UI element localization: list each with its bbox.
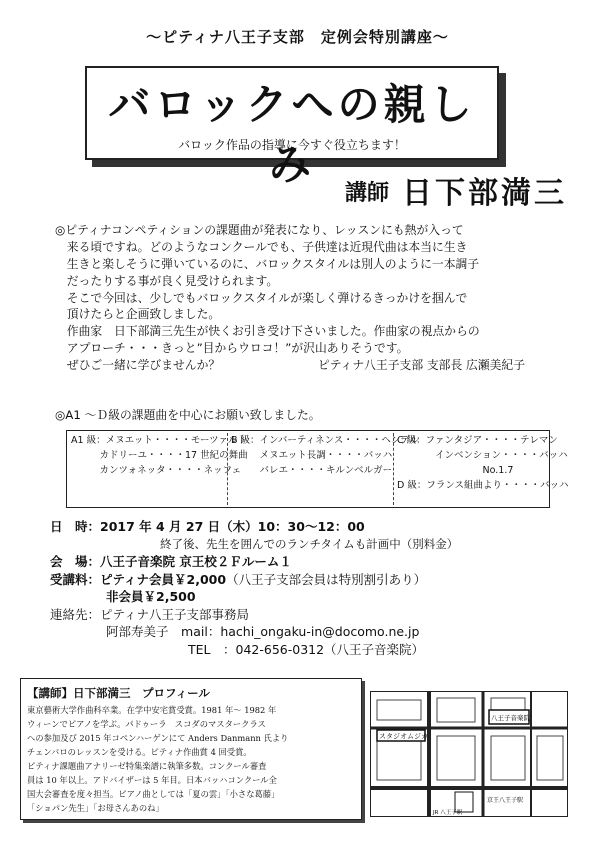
jr-station-label: JR 八王子駅: [433, 810, 463, 816]
contact-person: 阿部寿美子: [106, 624, 169, 639]
levels-column-b: [227, 433, 419, 505]
signature: ピティナ八王子支部 支部長 広瀬美紀子: [317, 358, 525, 373]
map-graphic: [371, 692, 567, 816]
venue-label: 会 場：: [50, 554, 101, 569]
profile-line: 東京藝術大学作曲科卒業。在学中安宅賞受賞。1981 年～ 1982 年: [27, 705, 277, 715]
profile-line: 員は 10 年以上。アドバイザーは 5 年目。日本バッハコンクール全: [27, 775, 277, 785]
page-title: バロックへの親しみ: [108, 80, 476, 189]
studio-label: スタジオムジカ: [379, 732, 428, 741]
title-box: [85, 66, 499, 189]
profile-line: ウィーンでピアノを学ぶ。パドゥーラ スコダのマスタークラス: [27, 719, 266, 729]
jr-station-marker: [455, 792, 473, 812]
intro-line: 生きと楽しそうに弾いているのに、バロックスタイルは別人のように一本調子: [55, 256, 480, 271]
profile-body: [27, 703, 357, 815]
fee-nonmember: 非会員￥2,500: [106, 589, 196, 604]
fee-member: ピティナ会員￥2,000: [100, 571, 227, 587]
date-value: 2017 年 4 月 27 日（木）10：30～12：00: [100, 519, 365, 534]
closing-row: [55, 357, 525, 374]
lecturer-label: 講師: [345, 181, 390, 206]
levels-table: [66, 430, 569, 508]
level-entry: バレエ・・・・キルンベルガー: [231, 465, 393, 476]
event-details: [50, 518, 458, 658]
level-entry: No.1.7: [397, 465, 514, 476]
level-entry: D 級：フランス組曲より・・・・バッハ: [397, 480, 569, 491]
profile-line: への参加及び 2015 年コペンハーゲンにて Anders Danmann 氏より: [27, 733, 289, 743]
profile-line: 「ショパン先生」「お母さんあのね」: [27, 803, 164, 813]
date-label: 日 時：: [50, 519, 101, 534]
level-entry: カンツォネッタ・・・・ネッフェ: [71, 465, 242, 476]
level-entry: B 級：インバーティネンス・・・・ヘンデル: [231, 435, 419, 446]
lecturer-name: 日下部満三: [402, 176, 567, 211]
intro-line: そこで今回は、少しでもバロックスタイルが楽しく弾けるきっかけを掴んで: [55, 290, 468, 305]
contact-tel[interactable]: TEL ：042-656-0312（八王子音楽院）: [188, 641, 425, 657]
fee-member-note: （八王子支部会員は特別割引あり）: [226, 571, 427, 587]
intro-line: 来る頃ですね。どのようなコンクールでも、子供達は近現代曲は本当に生き: [55, 239, 468, 254]
level-entry: C 級：ファンタジア・・・・テレマン: [397, 435, 558, 446]
profile-line: ピティナ課題曲アナリーゼ特集楽譜に執筆多数。コンクール審査: [27, 761, 267, 771]
event-series-subtitle: ～ピティナ八王子支部 定例会特別講座～: [146, 28, 449, 46]
levels-note: ◎A1 ～Ｄ級の課題曲を中心にお願い致しました。: [55, 408, 321, 422]
intro-text: [55, 222, 555, 374]
level-entry: メヌエット長調・・・・バッハ: [231, 450, 393, 461]
intro-line: 頂けたらと企画致しました。: [55, 307, 221, 322]
levels-column-c: [393, 433, 569, 505]
contact-label: 連絡先：: [50, 606, 101, 622]
contact-org: ピティナ八王子支部事務局: [100, 606, 250, 622]
profile-line: チェンバロのレッスンを受ける。ピティナ作曲賞 4 回受賞。: [27, 747, 252, 757]
tagline: バロック作品の指導に今すぐ役立ちます！: [178, 138, 406, 152]
venue-value: 八王子音楽院 京王校２Ｆルーム１: [100, 554, 292, 569]
intro-line: アプローチ・・・きっと”目からウロコ！”が沢山ありそうです。: [55, 341, 409, 356]
date-note: 終了後、先生を囲んでのランチタイムも計画中（別料金）: [160, 536, 459, 551]
profile-line: 国大会審査を度々担当。ピアノ曲としては「夏の雲」「小さな葛藤」: [27, 789, 280, 799]
intro-line: だったりする事が良く見受けられます。: [55, 273, 279, 288]
level-entry: A1 級：メヌエット・・・・モーツァルト: [71, 435, 248, 446]
invite-text: ぜひご一緒に学びませんか？: [55, 358, 221, 373]
location-map: [370, 691, 568, 817]
keio-station-label: 京王八王子駅: [487, 797, 524, 804]
intro-line: 作曲家 日下部満三先生が快くお引き受け下さいました。作曲家の視点からの: [55, 324, 480, 339]
level-entry: インベンション・・・・バッハ: [397, 450, 568, 461]
profile-box: [20, 678, 362, 820]
levels-column-a: [71, 433, 248, 478]
intro-line: ◎ピティナコンペティションの課題曲が発表になり、レッスンにも熱が入って: [55, 223, 464, 237]
profile-heading: 【講師】日下部満三 プロフィール: [27, 686, 210, 700]
level-entry: カドリーユ・・・・17 世紀の舞曲: [71, 450, 248, 461]
fee-label: 受講料：: [50, 571, 101, 587]
contact-mail[interactable]: mail：hachi_ongaku-in@docomo.ne.jp: [181, 624, 420, 639]
ongakuin-label: 八王子音楽院: [491, 714, 530, 722]
